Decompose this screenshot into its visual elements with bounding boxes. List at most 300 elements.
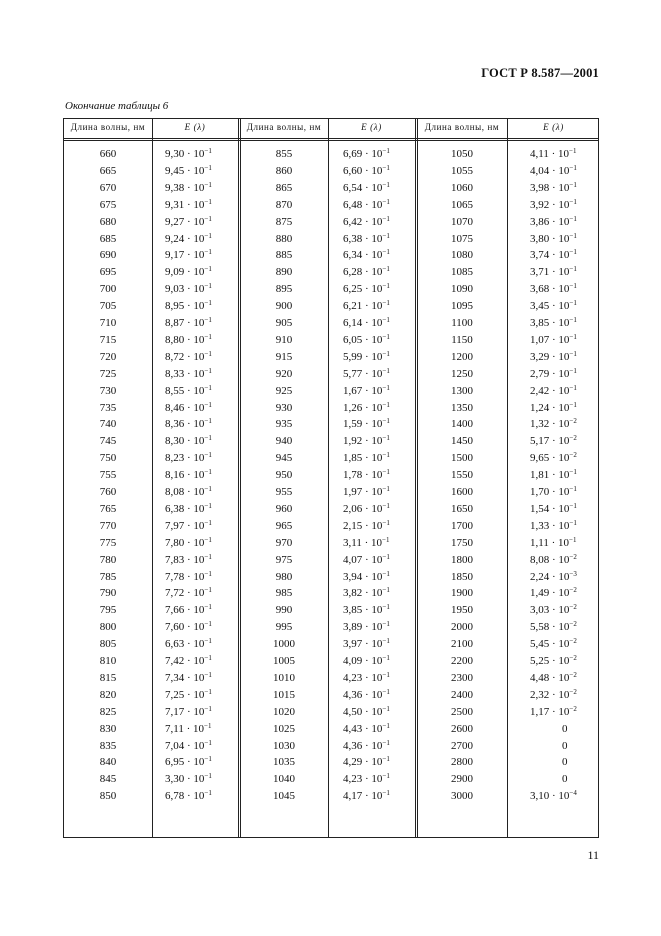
energy-exponent: −1: [204, 755, 212, 764]
wavelength-cell: 895: [275, 283, 293, 296]
energy-cell: [165, 452, 212, 464]
wavelength-cell: 660: [99, 148, 117, 160]
wavelength-cell: 2800: [451, 756, 473, 769]
energy-cell: [530, 571, 577, 583]
energy-cell: [343, 283, 390, 295]
energy-exponent: −2: [569, 687, 577, 696]
wavelength-cell: 760: [99, 486, 117, 498]
energy-exponent: −2: [569, 434, 577, 443]
table-row: [64, 368, 598, 385]
energy-cell: [343, 554, 390, 566]
wavelength-cell: 1055: [451, 164, 473, 177]
energy-cell: [165, 317, 212, 329]
energy-cell: [530, 266, 577, 278]
energy-mantissa: 5,17 · 10: [530, 435, 570, 448]
energy-exponent: −1: [204, 670, 212, 679]
energy-exponent: −1: [204, 383, 212, 392]
energy-mantissa: 3,85 · 10: [343, 604, 383, 617]
energy-cell: [343, 790, 390, 802]
wavelength-cell: 1050: [451, 148, 473, 160]
energy-cell: [343, 368, 390, 380]
energy-exponent: −1: [382, 485, 390, 493]
energy-exponent: −1: [204, 316, 212, 324]
energy-exponent: −2: [569, 654, 577, 662]
energy-cell: [165, 554, 212, 566]
energy-mantissa: 3,82 · 10: [343, 587, 383, 600]
table-row: [64, 216, 598, 233]
energy-cell: [530, 385, 577, 397]
energy-cell: [562, 773, 568, 785]
energy-cell: [343, 266, 390, 278]
energy-cell: [165, 435, 212, 447]
energy-mantissa: 4,11 · 10: [530, 148, 570, 160]
table-row: [64, 266, 598, 283]
energy-mantissa: 2,24 · 10: [530, 570, 570, 583]
wavelength-cell: 665: [99, 164, 117, 177]
energy-exponent: −4: [569, 789, 577, 798]
energy-cell: [530, 486, 577, 498]
energy-mantissa: 1,67 · 10: [343, 384, 383, 397]
energy-exponent: −2: [569, 603, 577, 612]
energy-cell: [343, 385, 390, 397]
wavelength-cell: 1085: [451, 266, 473, 279]
table-row: [64, 672, 598, 689]
energy-cell: [165, 638, 212, 650]
energy-cell: [165, 706, 212, 718]
table-row: [64, 723, 598, 740]
energy-mantissa: 3,92 · 10: [530, 198, 570, 211]
energy-exponent: −1: [382, 265, 390, 274]
energy-mantissa: 9,24 · 10: [165, 232, 205, 245]
energy-cell: [530, 351, 577, 363]
energy-mantissa: 3,45 · 10: [530, 300, 570, 313]
energy-cell: [530, 503, 577, 515]
energy-exponent: −1: [382, 501, 390, 510]
energy-exponent: −1: [569, 248, 577, 257]
energy-mantissa: 8,23 · 10: [165, 452, 205, 465]
energy-mantissa: 3,98 · 10: [530, 181, 570, 194]
table-row: [64, 520, 598, 537]
wavelength-cell: 790: [99, 587, 117, 600]
wavelength-cell: 755: [99, 469, 117, 482]
energy-exponent: −1: [382, 603, 390, 612]
wavelength-cell: 2700: [451, 739, 473, 752]
wavelength-cell: 905: [275, 317, 293, 329]
energy-cell: [165, 368, 212, 380]
energy-mantissa: 7,60 · 10: [165, 621, 205, 634]
energy-cell: [165, 266, 212, 278]
wavelength-cell: 855: [275, 148, 293, 160]
wavelength-cell: 960: [275, 502, 293, 515]
wavelength-cell: 1200: [451, 350, 473, 363]
energy-cell: [343, 756, 390, 768]
wavelength-cell: 880: [275, 232, 293, 245]
energy-exponent: −1: [382, 569, 390, 578]
energy-mantissa: 1,32 · 10: [530, 418, 570, 431]
energy-exponent: −1: [569, 282, 577, 291]
energy-exponent: −1: [382, 738, 390, 747]
table-row: [64, 621, 598, 638]
energy-mantissa: 9,65 · 10: [530, 452, 570, 465]
wavelength-cell: 750: [99, 452, 117, 465]
wavelength-cell: 865: [275, 181, 293, 194]
wavelength-cell: 935: [275, 418, 293, 431]
energy-exponent: −1: [204, 147, 212, 155]
energy-cell: [165, 740, 212, 752]
energy-mantissa: 4,50 · 10: [343, 705, 383, 718]
energy-exponent: −1: [569, 332, 577, 341]
energy-cell: [165, 503, 212, 515]
energy-mantissa: 4,29 · 10: [343, 756, 383, 769]
energy-mantissa: 6,78 · 10: [165, 790, 205, 803]
energy-cell: [343, 672, 390, 684]
energy-exponent: −1: [382, 417, 390, 426]
energy-cell: [165, 249, 212, 261]
energy-exponent: −1: [382, 163, 390, 172]
wavelength-cell: 1250: [451, 367, 473, 380]
energy-cell: [165, 486, 212, 498]
energy-mantissa: 2,42 · 10: [530, 384, 570, 397]
wavelength-cell: 695: [99, 266, 117, 279]
energy-mantissa: 7,72 · 10: [165, 587, 205, 600]
energy-exponent: −1: [204, 637, 212, 646]
energy-cell: [343, 182, 390, 194]
energy-exponent: −1: [382, 535, 390, 544]
table-row: [64, 706, 598, 723]
energy-mantissa: 1,11 · 10: [530, 536, 570, 549]
energy-cell: [562, 723, 568, 735]
energy-mantissa: 7,04 · 10: [165, 739, 205, 752]
wavelength-cell: 1950: [451, 604, 473, 617]
energy-exponent: −1: [204, 180, 212, 189]
document-header: ГОСТ Р 8.587—2001: [481, 66, 599, 80]
energy-exponent: −2: [569, 451, 577, 460]
energy-exponent: −1: [569, 299, 577, 308]
wavelength-cell: 1300: [451, 384, 473, 397]
wavelength-cell: 2400: [451, 688, 473, 701]
energy-mantissa: 7,25 · 10: [165, 688, 205, 701]
energy-mantissa: 8,87 · 10: [165, 317, 205, 329]
wavelength-cell: 1800: [451, 553, 473, 566]
column-header-energy: E (λ): [361, 122, 382, 132]
table-row: [64, 418, 598, 435]
wavelength-cell: 745: [99, 435, 117, 448]
energy-mantissa: 3,10 · 10: [530, 790, 570, 803]
energy-cell: [530, 672, 577, 684]
wavelength-cell: 1150: [451, 333, 473, 346]
energy-exponent: −1: [382, 366, 390, 375]
energy-exponent: −1: [204, 552, 212, 561]
energy-exponent: −1: [204, 451, 212, 460]
wavelength-cell: 2100: [451, 638, 473, 651]
energy-cell: [165, 283, 212, 295]
energy-exponent: −1: [204, 248, 212, 257]
energy-mantissa: 7,78 · 10: [165, 570, 205, 583]
table-row: [64, 740, 598, 757]
energy-mantissa: 3,85 · 10: [530, 317, 570, 329]
energy-cell: [343, 604, 390, 616]
wavelength-cell: 870: [275, 198, 293, 211]
table-row: [64, 655, 598, 672]
energy-exponent: −1: [382, 231, 390, 240]
energy-exponent: −1: [204, 468, 212, 477]
energy-mantissa: 3,03 · 10: [530, 604, 570, 617]
wavelength-cell: 850: [99, 790, 117, 803]
energy-mantissa: 4,48 · 10: [530, 671, 570, 684]
energy-mantissa: 9,30 · 10: [165, 148, 205, 160]
energy-exponent: −1: [204, 569, 212, 578]
energy-cell: [343, 351, 390, 363]
energy-exponent: −1: [382, 383, 390, 392]
table-row: [64, 790, 598, 807]
energy-mantissa: 5,77 · 10: [343, 367, 383, 380]
energy-cell: [165, 334, 212, 346]
energy-exponent: −2: [569, 704, 577, 713]
energy-mantissa: 6,25 · 10: [343, 283, 383, 296]
wavelength-cell: 970: [275, 536, 293, 549]
energy-mantissa: 4,23 · 10: [343, 671, 383, 684]
energy-exponent: −1: [569, 400, 577, 409]
energy-mantissa: 4,09 · 10: [343, 655, 383, 667]
energy-exponent: −1: [382, 400, 390, 409]
energy-mantissa: 1,85 · 10: [343, 452, 383, 465]
energy-mantissa: 2,32 · 10: [530, 688, 570, 701]
table-row: [64, 182, 598, 199]
wavelength-cell: 1030: [273, 739, 295, 752]
energy-exponent: −1: [382, 197, 390, 206]
wavelength-cell: 990: [275, 604, 293, 617]
energy-mantissa: 1,70 · 10: [530, 486, 570, 498]
wavelength-cell: 715: [99, 333, 117, 346]
energy-cell: [562, 756, 568, 768]
wavelength-cell: 815: [99, 671, 117, 684]
energy-exponent: −1: [569, 316, 577, 324]
energy-mantissa: 3,89 · 10: [343, 621, 383, 634]
table-row: [64, 385, 598, 402]
energy-cell: [343, 402, 390, 414]
energy-cell: [343, 587, 390, 599]
energy-cell: [530, 554, 577, 566]
wavelength-cell: 1075: [451, 232, 473, 245]
energy-exponent: −1: [204, 654, 212, 662]
wavelength-cell: 1750: [451, 536, 473, 549]
energy-cell: [165, 216, 212, 228]
energy-exponent: −1: [204, 772, 212, 781]
energy-mantissa: 6,42 · 10: [343, 215, 383, 228]
header-divider: [64, 138, 598, 141]
wavelength-cell: 930: [275, 401, 293, 414]
wavelength-cell: 725: [99, 367, 117, 380]
energy-cell: [343, 486, 390, 498]
energy-mantissa: 7,97 · 10: [165, 519, 205, 532]
energy-mantissa: 6,21 · 10: [343, 300, 383, 313]
energy-exponent: −1: [569, 197, 577, 206]
energy-mantissa: 8,46 · 10: [165, 401, 205, 414]
wavelength-cell: 670: [99, 181, 117, 194]
energy-exponent: −1: [204, 620, 212, 629]
wavelength-cell: 1045: [273, 790, 295, 803]
wavelength-cell: 2200: [451, 655, 473, 667]
energy-exponent: −2: [569, 417, 577, 426]
energy-mantissa: 1,17 · 10: [530, 705, 570, 718]
wavelength-cell: 680: [99, 215, 117, 228]
energy-mantissa: 5,58 · 10: [530, 621, 570, 634]
column-header-wavelength: Длина волны, нм: [424, 122, 500, 132]
wavelength-cell: 1500: [451, 452, 473, 465]
table-row: [64, 773, 598, 790]
energy-mantissa: 6,38 · 10: [343, 232, 383, 245]
wavelength-cell: 920: [275, 367, 293, 380]
energy-exponent: −1: [204, 231, 212, 240]
energy-exponent: −1: [204, 687, 212, 696]
wavelength-cell: 835: [99, 739, 117, 752]
energy-cell: [343, 249, 390, 261]
table-row: [64, 756, 598, 773]
wavelength-cell: 1000: [273, 638, 295, 651]
energy-cell: [530, 368, 577, 380]
wavelength-cell: 1550: [451, 469, 473, 482]
energy-exponent: −1: [204, 332, 212, 341]
energy-cell: [165, 165, 212, 177]
energy-mantissa: 1,81 · 10: [530, 469, 570, 482]
energy-cell: [343, 655, 390, 667]
energy-exponent: −1: [382, 147, 390, 155]
energy-mantissa: 4,07 · 10: [343, 553, 383, 566]
energy-mantissa: 9,45 · 10: [165, 164, 205, 177]
energy-exponent: −1: [382, 755, 390, 764]
energy-mantissa: 1,26 · 10: [343, 401, 383, 414]
wavelength-cell: 2300: [451, 671, 473, 684]
wavelength-cell: 875: [275, 215, 293, 228]
energy-exponent: −1: [204, 485, 212, 493]
energy-cell: [165, 773, 212, 785]
table-row: [64, 283, 598, 300]
energy-exponent: −1: [382, 654, 390, 662]
wavelength-cell: 830: [99, 722, 117, 735]
wavelength-cell: 965: [275, 519, 293, 532]
energy-cell: [530, 283, 577, 295]
energy-mantissa: 8,08 · 10: [165, 486, 205, 498]
energy-mantissa: 8,80 · 10: [165, 333, 205, 346]
energy-exponent: −1: [204, 299, 212, 308]
energy-exponent: −1: [569, 214, 577, 223]
energy-cell: [530, 604, 577, 616]
column-header-wavelength: Длина волны, нм: [70, 122, 146, 132]
energy-exponent: −1: [382, 180, 390, 189]
wavelength-cell: 995: [275, 621, 293, 634]
energy-exponent: −1: [382, 282, 390, 291]
column-header-energy: E (λ): [184, 122, 206, 132]
energy-cell: [343, 537, 389, 549]
wavelength-cell: 890: [275, 266, 293, 279]
table-row: [64, 587, 598, 604]
wavelength-cell: 1090: [451, 283, 473, 296]
energy-exponent: −1: [569, 535, 577, 544]
energy-cell: [530, 638, 577, 650]
wavelength-cell: 730: [99, 384, 117, 397]
energy-exponent: −1: [382, 468, 390, 477]
wavelength-cell: 785: [99, 570, 117, 583]
energy-exponent: −1: [382, 586, 390, 595]
wavelength-cell: 1650: [451, 502, 473, 515]
page-number: 11: [587, 848, 599, 862]
energy-cell: [530, 689, 577, 701]
energy-mantissa: 6,69 · 10: [343, 148, 383, 160]
wavelength-cell: 685: [99, 232, 117, 245]
wavelength-cell: 975: [275, 553, 293, 566]
table-row: [64, 604, 598, 621]
energy-exponent: −2: [569, 670, 577, 679]
energy-mantissa: 8,36 · 10: [165, 418, 205, 431]
energy-exponent: −1: [382, 620, 390, 629]
energy-cell: [530, 317, 577, 329]
energy-cell: [343, 452, 390, 464]
wavelength-cell: 915: [275, 350, 293, 363]
energy-cell: [165, 672, 212, 684]
energy-exponent: −1: [204, 586, 212, 595]
energy-mantissa: 7,83 · 10: [165, 553, 205, 566]
energy-cell: [530, 621, 577, 633]
table-row: [64, 435, 598, 452]
table-row: [64, 554, 598, 571]
energy-exponent: −1: [204, 434, 212, 443]
wavelength-cell: 3000: [451, 790, 473, 803]
wavelength-cell: 985: [275, 587, 293, 600]
energy-cell: [165, 537, 212, 549]
energy-mantissa: 7,34 · 10: [165, 671, 205, 684]
energy-mantissa: 1,92 · 10: [343, 435, 383, 448]
wavelength-cell: 710: [99, 317, 117, 329]
table-row: [64, 689, 598, 706]
energy-cell: [343, 334, 390, 346]
energy-mantissa: 2,06 · 10: [343, 502, 383, 515]
energy-mantissa: 7,17 · 10: [165, 705, 205, 718]
energy-cell: [165, 233, 212, 245]
energy-exponent: −1: [204, 789, 212, 798]
energy-cell: [343, 469, 390, 481]
energy-mantissa: 6,48 · 10: [343, 198, 383, 211]
energy-cell: [165, 402, 212, 414]
energy-exponent: −1: [569, 265, 577, 274]
energy-exponent: −2: [569, 620, 577, 629]
energy-mantissa: 6,05 · 10: [343, 333, 383, 346]
energy-cell: [165, 199, 212, 211]
wavelength-cell: 945: [275, 452, 293, 465]
wavelength-cell: 2600: [451, 722, 473, 735]
table-row: [64, 249, 598, 266]
energy-exponent: −1: [204, 603, 212, 612]
energy-cell: [530, 520, 577, 532]
wavelength-cell: 720: [99, 350, 117, 363]
energy-cell: [530, 402, 577, 414]
energy-exponent: −1: [382, 248, 390, 257]
table-row: [64, 469, 598, 486]
energy-mantissa: 1,49 · 10: [530, 587, 570, 600]
energy-mantissa: 7,66 · 10: [165, 604, 205, 617]
wavelength-cell: 1095: [451, 300, 473, 313]
energy-exponent: −1: [204, 366, 212, 375]
energy-cell: [343, 520, 390, 532]
energy-mantissa: 8,30 · 10: [165, 435, 205, 448]
energy-exponent: −1: [382, 721, 390, 730]
energy-exponent: −1: [204, 518, 212, 527]
energy-mantissa: 4,36 · 10: [343, 739, 383, 752]
wavelength-cell: 2900: [451, 773, 473, 786]
energy-mantissa: 6,34 · 10: [343, 249, 383, 262]
wavelength-cell: 900: [275, 300, 293, 313]
energy-exponent: −1: [569, 180, 577, 189]
wavelength-cell: 1035: [273, 756, 295, 769]
